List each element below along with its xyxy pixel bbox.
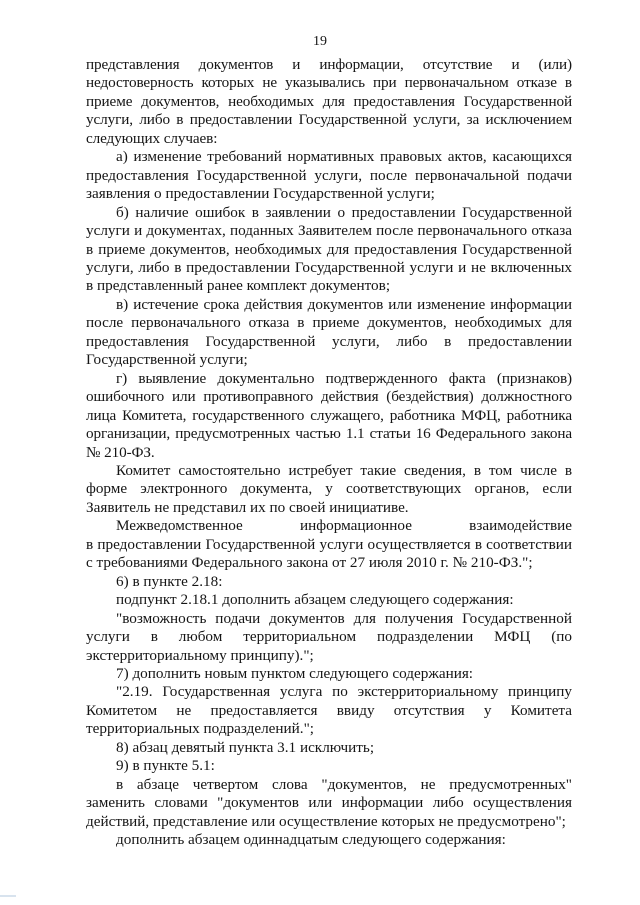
paragraph-point-8: 8) абзац девятый пункта 3.1 исключить;	[116, 738, 375, 756]
paragraph-item-v: в) истечение срока действия документов или изменение информации после первоначального отказа в приеме документов, необходимых для предоставления Государственной услуги, либо в предоставлении Государственной услуги;	[86, 295, 572, 369]
paragraph-continuation: представления документов и информации, отсутствие и (или) недостоверность которых не указывались при первоначальном отказе в приеме документов, необходимых для предоставления Государственной услуги, либо в предоставлении Государственной услуги, за исключением следующих случаев:	[86, 56, 572, 147]
paragraph-interagency-body: в предоставлении Государственной услуги осуществляется в соответствии с требованиями Федерального закона от 27 июля 2010 г. № 210-ФЗ.";	[86, 535, 572, 572]
paragraph-point-7: 7) дополнить новым пунктом следующего содержания:	[116, 664, 474, 682]
paragraph-point-9: 9) в пункте 5.1:	[116, 757, 215, 775]
paragraph-item-b: б) наличие ошибок в заявлении о предоставлении Государственной услуги и документах, поданных Заявителем после первоначального отказа в приеме документов, необходимых для предоставления Государственной услуги, либо в предоставлении Государственной услуги и не включенных в представленный ранее комплект документов;	[86, 203, 572, 295]
paragraph-quote-2-19: "2.19. Государственная услуга по экстерриториальному принципу Комитетом не предоставляется ввиду отсутствия у Комитета территориальных подразделений.";	[86, 683, 572, 738]
scan-edge-mark	[0, 895, 16, 897]
paragraph-item-g: г) выявление документально подтвержденного факта (признаков) ошибочного или противоправного действия (бездействия) должностного лица Комитета, государственного служащего, работника МФЦ, работника организации, предусмотренных частью 1.1 статьи 16 Федерального закона № 210-ФЗ.	[86, 369, 572, 461]
paragraph-interagency-heading: Межведомственное информационное взаимодействие	[116, 517, 572, 535]
paragraph-abzac-11: дополнить абзацем одиннадцатым следующего содержания:	[116, 831, 506, 849]
paragraph-subpoint-2-18-1: подпункт 2.18.1 дополнить абзацем следующего содержания:	[116, 591, 514, 609]
paragraph-point-6: 6) в пункте 2.18:	[116, 572, 223, 590]
paragraph-quote-mfc: "возможность подачи документов для получения Государственной услуги в любом территориальном подразделении МФЦ (по экстерриториальному принципу).";	[86, 609, 572, 664]
paragraph-abzac-4: в абзаце четвертом слова "документов, не предусмотренных" заменить словами "документов или информации либо осуществления действий, представление или осуществление которых не предусмотрено";	[86, 775, 572, 830]
document-body	[86, 56, 572, 849]
page-number: 19	[313, 34, 327, 49]
paragraph-committee: Комитет самостоятельно истребует такие сведения, в том числе в форме электронного документа, у соответствующих органов, если Заявитель не представил их по своей инициативе.	[86, 461, 572, 516]
paragraph-item-a: а) изменение требований нормативных правовых актов, касающихся предоставления Государственной услуги, после первоначальной подачи заявления о предоставлении Государственной услуги;	[86, 148, 572, 203]
